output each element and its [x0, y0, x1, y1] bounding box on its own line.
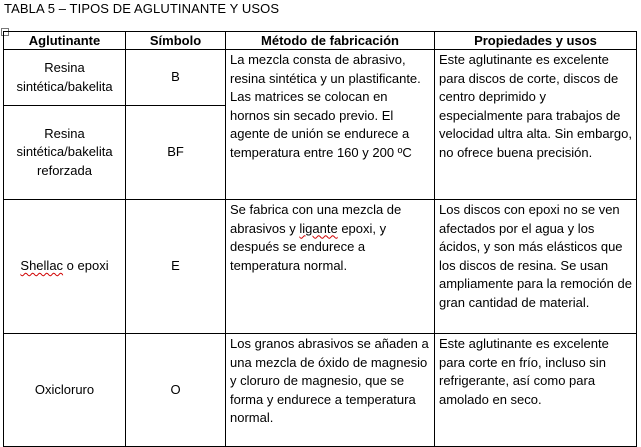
- symbol-cell: O: [126, 334, 226, 447]
- symbol-cell: E: [126, 200, 226, 334]
- method-text-ligante: ligante: [299, 220, 338, 236]
- header-row: [4, 32, 637, 50]
- binder-types-table: [3, 31, 637, 447]
- binder-name-epoxy: o epoxi: [66, 258, 109, 274]
- method-cell: La mezcla consta de abrasivo, resina sintética y un plastificante. Las matrices se colocan en hornos sin secado previo. El agente de unión se endurece a temperatura entre 160 y 200 ºC: [226, 50, 435, 200]
- uses-cell: Los discos con epoxi no se ven afectados por el agua y los ácidos, y son más elásticos que los discos de resina. Se usan ampliamente para la remoción de gran cantidad de material.: [435, 200, 637, 334]
- binder-name-shellac: Shellac: [20, 258, 64, 274]
- header-symbol: Símbolo: [126, 32, 226, 50]
- symbol-cell: BF: [126, 106, 226, 200]
- header-binder: Aglutinante: [4, 32, 126, 50]
- binder-cell: [4, 200, 126, 334]
- method-text-c: epoxi, y después se endurece a temperatura normal.: [230, 220, 387, 273]
- header-uses: Propiedades y usos: [435, 32, 637, 50]
- method-cell: [226, 200, 435, 334]
- binder-cell: Oxicloruro: [4, 334, 126, 447]
- binder-cell: Resina sintética/bakelita reforzada: [4, 106, 126, 200]
- table-row: [4, 200, 637, 334]
- table-title: TABLA 5 – TIPOS DE AGLUTINANTE Y USOS: [4, 1, 280, 16]
- uses-cell: Este aglutinante es excelente para corte en frío, incluso sin refrigerante, así como para amolado en seco.: [435, 334, 637, 447]
- method-cell: Los granos abrasivos se añaden a una mezcla de óxido de magnesio y cloruro de magnesio, que se forma y endurece a temperatura normal.: [226, 334, 435, 447]
- header-method: Método de fabricación: [226, 32, 435, 50]
- symbol-cell: B: [126, 50, 226, 106]
- uses-cell: Este aglutinante es excelente para discos de corte, discos de centro deprimido y especialmente para trabajos de velocidad ultra alta. Sin embargo, no ofrece buena precisión.: [435, 50, 637, 200]
- method-text-a: Se fabrica con una mezcla de abrasivos y: [230, 202, 402, 236]
- table-row: [4, 50, 637, 106]
- binder-cell: Resina sintética/bakelita: [4, 50, 126, 106]
